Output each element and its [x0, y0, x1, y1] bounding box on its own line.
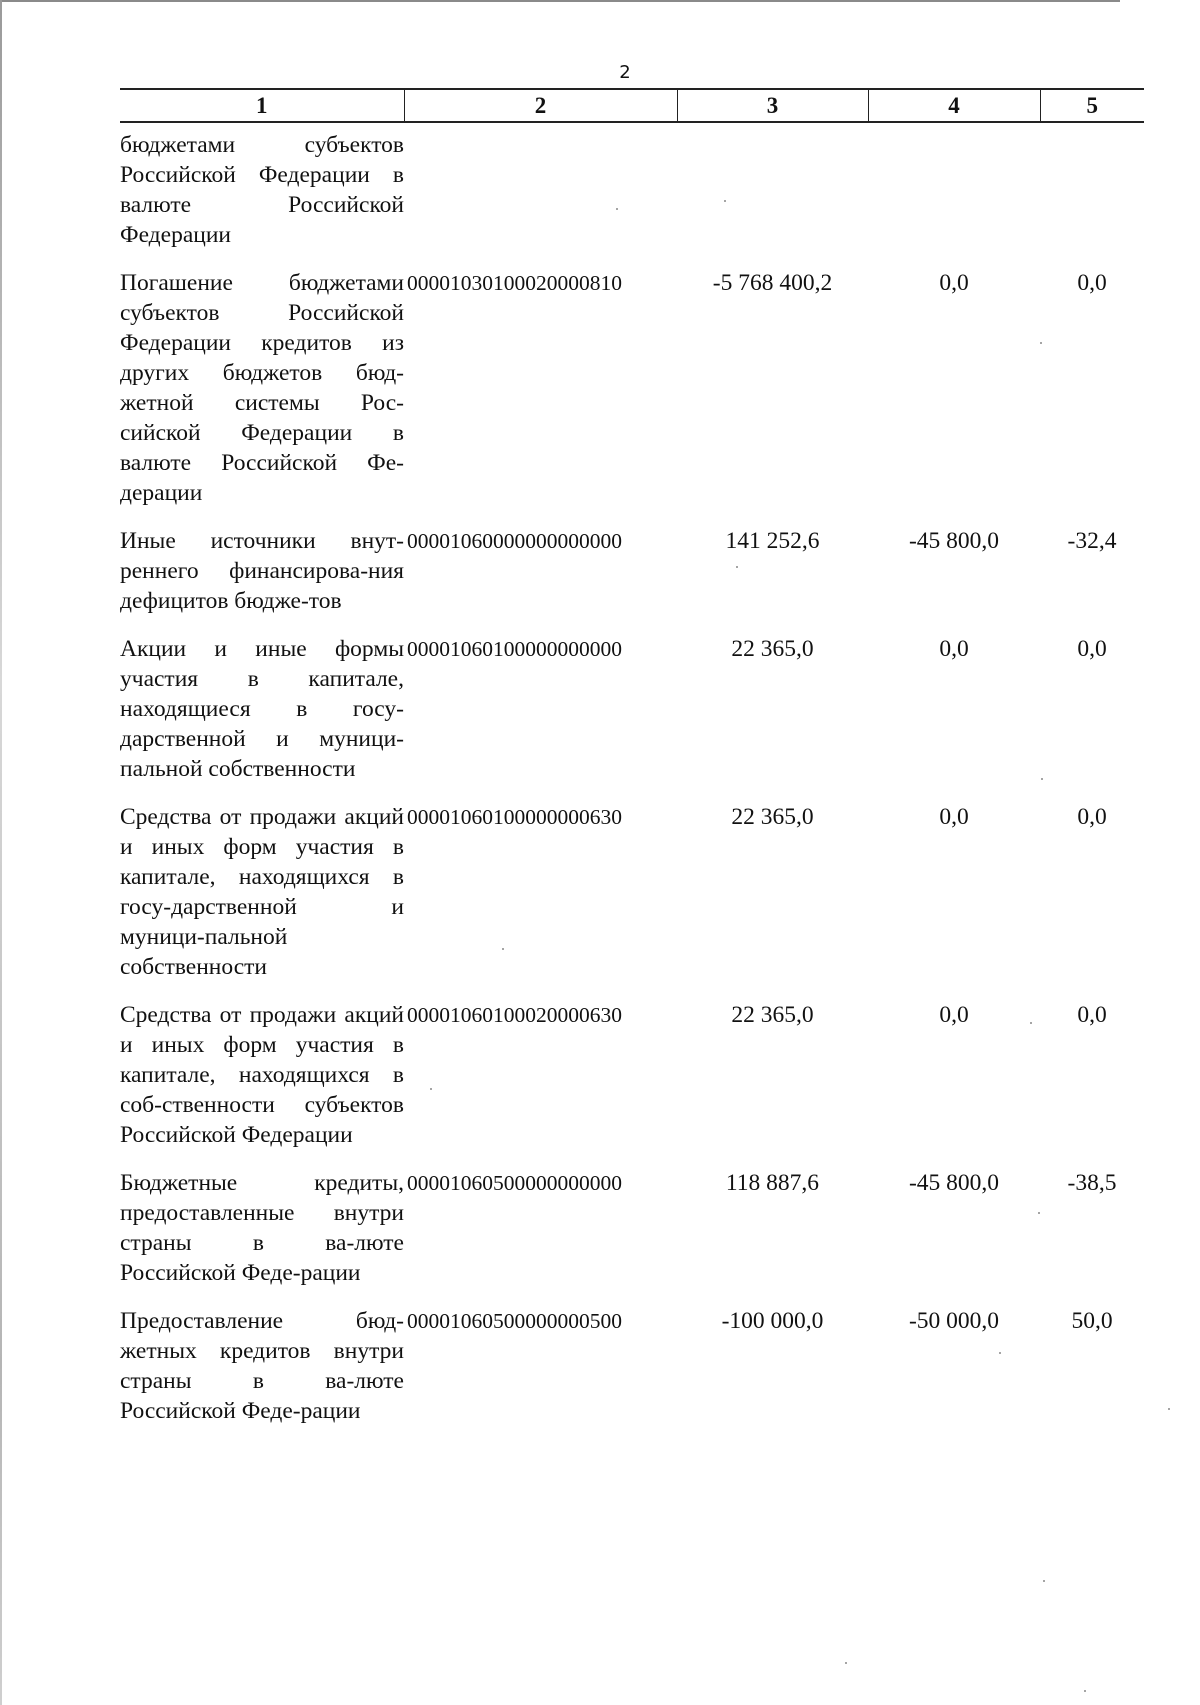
column-header-4: 4 — [868, 89, 1040, 122]
row-code-cell — [404, 130, 677, 250]
row-col3-cell: 141 252,6 — [725, 528, 820, 554]
table-row — [120, 1000, 1144, 1150]
table-row — [120, 526, 1144, 616]
row-spacer — [120, 1150, 1144, 1168]
scan-speck — [736, 566, 738, 568]
row-col4-cell — [868, 130, 1040, 250]
row-name-cell: Погашение бюджетами субъектов Российской Федерации кредитов из других бюджетов бюд-жетной системы Рос-сийской Федерации в валюте Российской Фе-дерации — [120, 270, 404, 506]
row-code-cell: 00001060500000000500 — [407, 1309, 622, 1333]
table-row — [120, 1306, 1144, 1426]
row-col3-cell: 22 365,0 — [731, 636, 814, 662]
row-col3-cell: 22 365,0 — [731, 804, 814, 830]
table-row — [120, 634, 1144, 784]
row-col5-cell: 50,0 — [1071, 1308, 1113, 1334]
row-col5-cell — [1040, 130, 1144, 250]
table-header — [120, 89, 1144, 122]
scan-edge-top — [0, 0, 1120, 2]
row-col3-cell — [677, 130, 868, 250]
scan-speck — [1041, 778, 1043, 780]
scan-speck — [1030, 1022, 1032, 1024]
row-name-cell: Средства от продажи акций и иных форм участия в капитале, находящихся в госу-дарственной и муници-пальной собственности — [120, 804, 404, 980]
row-col5-cell: -32,4 — [1067, 528, 1117, 554]
row-col3-cell: -100 000,0 — [721, 1308, 824, 1334]
row-code-cell: 00001030100020000810 — [407, 271, 622, 295]
row-col5-cell: 0,0 — [1077, 804, 1107, 830]
table-row — [120, 1168, 1144, 1288]
row-col5-cell: 0,0 — [1077, 1002, 1107, 1028]
top-spacer-row — [120, 122, 1144, 130]
row-col5-cell: 0,0 — [1077, 270, 1107, 296]
scan-speck — [1040, 342, 1042, 344]
scan-speck — [616, 208, 618, 210]
scan-speck — [1168, 1408, 1170, 1410]
row-col4-cell: 0,0 — [939, 804, 969, 830]
row-col3-cell: -5 768 400,2 — [712, 270, 833, 296]
table-row — [120, 268, 1144, 508]
scan-speck — [430, 1088, 432, 1090]
column-header-5: 5 — [1040, 89, 1144, 122]
row-spacer — [120, 1288, 1144, 1306]
row-code-cell: 00001060500000000000 — [407, 1171, 622, 1195]
row-col5-cell: 0,0 — [1077, 636, 1107, 662]
row-col5-cell: -38,5 — [1067, 1170, 1117, 1196]
table-body — [120, 122, 1144, 1426]
scan-speck — [1038, 1212, 1040, 1214]
scan-speck — [1043, 1580, 1045, 1582]
row-col3-cell: 22 365,0 — [731, 1002, 814, 1028]
row-name-cell: Бюджетные кредиты, предоставленные внутри страны в ва-люте Российской Феде-рации — [120, 1170, 404, 1286]
scan-speck — [724, 200, 726, 202]
row-name-cell: бюджетами субъектов Российской Федерации в валюте Российской Федерации — [120, 132, 404, 248]
row-name-cell: Предоставление бюд-жетных кредитов внутри страны в ва-люте Российской Феде-рации — [120, 1308, 404, 1424]
scan-speck — [845, 1662, 847, 1664]
row-name-cell: Акции и иные формы участия в капитале, находящиеся в госу-дарственной и муници-пальной собственности — [120, 636, 404, 782]
row-code-cell: 00001060100000000000 — [407, 637, 622, 661]
budget-sources-table — [120, 88, 1144, 1426]
row-spacer — [120, 982, 1144, 1000]
column-header-3: 3 — [677, 89, 868, 122]
column-header-1: 1 — [120, 89, 404, 122]
row-col4-cell: -45 800,0 — [908, 1170, 1000, 1196]
header-row — [120, 89, 1144, 122]
row-code-cell: 00001060100000000630 — [407, 805, 622, 829]
row-spacer — [120, 508, 1144, 526]
scan-speck — [502, 948, 504, 950]
row-spacer — [120, 784, 1144, 802]
table-row — [120, 130, 1144, 250]
page-number: 2 — [619, 62, 631, 83]
row-col4-cell: 0,0 — [939, 270, 969, 296]
row-name-cell: Иные источники внут-реннего финансирова-ния дефицитов бюдже-тов — [120, 528, 404, 614]
row-col4-cell: -50 000,0 — [908, 1308, 1000, 1334]
row-code-cell: 00001060000000000000 — [407, 529, 622, 553]
row-col3-cell: 118 887,6 — [725, 1170, 820, 1196]
scan-speck — [1084, 1690, 1086, 1692]
table-row — [120, 802, 1144, 982]
row-spacer — [120, 250, 1144, 268]
row-col4-cell: -45 800,0 — [908, 528, 1000, 554]
row-code-cell: 00001060100020000630 — [407, 1003, 622, 1027]
row-col4-cell: 0,0 — [939, 1002, 969, 1028]
scan-edge-left — [0, 0, 2, 1705]
row-spacer — [120, 616, 1144, 634]
scan-speck — [999, 1352, 1001, 1354]
column-header-2: 2 — [404, 89, 677, 122]
row-name-cell: Средства от продажи акций и иных форм участия в капитале, находящихся в соб-ственности субъектов Российской Федерации — [120, 1002, 404, 1148]
row-col4-cell: 0,0 — [939, 636, 969, 662]
